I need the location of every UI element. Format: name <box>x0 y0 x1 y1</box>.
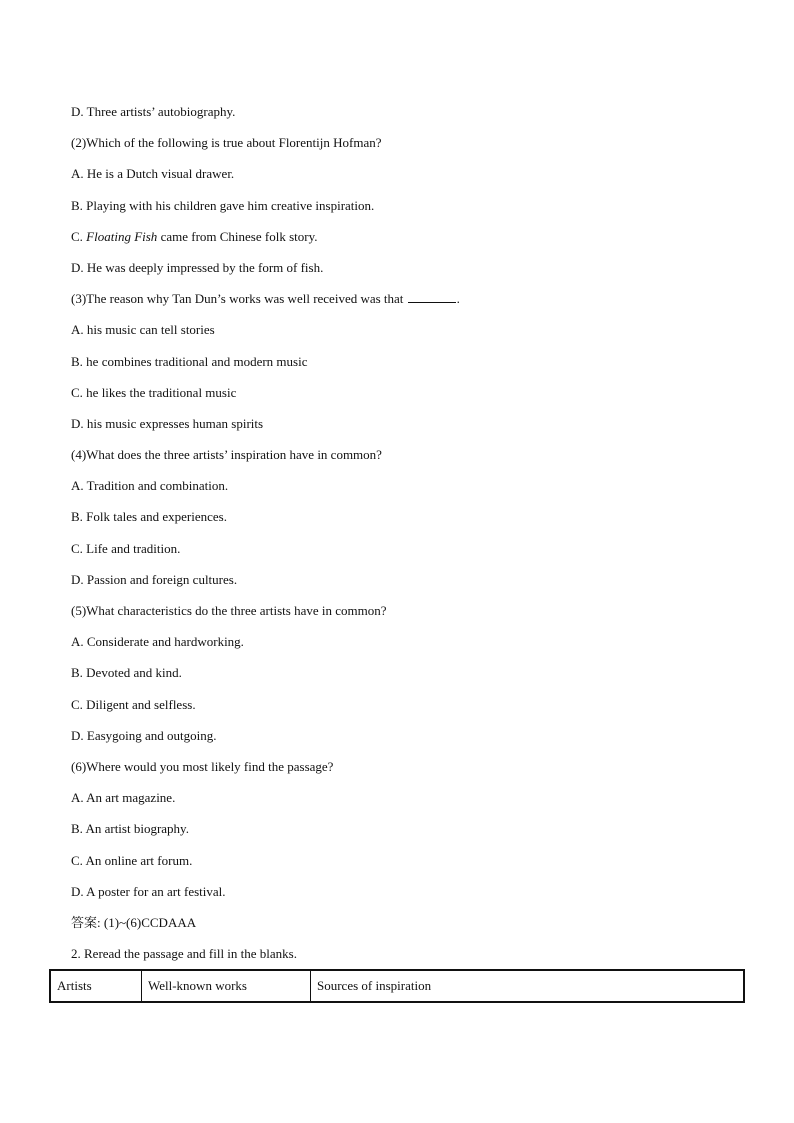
q3-answer-blank <box>408 290 456 303</box>
q6-stem: (6)Where would you most likely find the passage? <box>71 758 334 774</box>
q2-stem: (2)Which of the following is true about Florentijn Hofman? <box>71 135 382 151</box>
answer-key: 答案: (1)~(6)CCDAAA <box>71 914 197 930</box>
q1-option-d: D. Three artists’ autobiography. <box>71 104 236 119</box>
q4-option-d: D. Passion and foreign cultures. <box>71 571 238 587</box>
question-list <box>71 103 751 976</box>
q6-option-d: D. A poster for an art festival. <box>71 883 226 899</box>
header-artists: Artists <box>50 970 142 1002</box>
q3-stem-text: (3)The reason why Tan Dun’s works was well received was that <box>71 291 404 307</box>
q6-option-b: B. An artist biography. <box>71 821 189 837</box>
q4-option-b: B. Folk tales and experiences. <box>71 509 227 525</box>
q4-option-a: A. Tradition and combination. <box>71 478 229 494</box>
task2-instruction: 2. Reread the passage and fill in the blanks. <box>71 946 297 962</box>
q5-option-a: A. Considerate and hardworking. <box>71 634 244 650</box>
q6-option-c: C. An online art forum. <box>71 852 193 868</box>
q3-stem <box>71 290 751 308</box>
fill-in-table <box>49 969 745 1003</box>
q5-option-c: C. Diligent and selfless. <box>71 696 196 712</box>
fill-in-table-wrap <box>49 969 745 1003</box>
q3-stem-end: . <box>456 291 460 307</box>
header-inspiration: Sources of inspiration <box>311 970 745 1002</box>
q4-option-c: C. Life and tradition. <box>71 540 181 556</box>
q5-option-b: B. Devoted and kind. <box>71 665 182 681</box>
q5-option-d: D. Easygoing and outgoing. <box>71 727 217 743</box>
q6-option-a: A. An art magazine. <box>71 790 176 806</box>
q2-option-c-prefix: C. <box>71 228 87 244</box>
q2-option-c <box>71 228 751 246</box>
table-header-row <box>50 970 744 1002</box>
q2-option-b: B. Playing with his children gave him creative inspiration. <box>71 197 375 213</box>
q2-option-c-title: Floating Fish <box>86 228 158 244</box>
q2-option-c-suffix: came from Chinese folk story. <box>157 228 318 244</box>
q3-option-b: B. he combines traditional and modern music <box>71 353 308 369</box>
header-works: Well-known works <box>142 970 311 1002</box>
q2-option-d: D. He was deeply impressed by the form of fish. <box>71 259 324 275</box>
q3-option-c: C. he likes the traditional music <box>71 384 237 400</box>
q3-option-a: A. his music can tell stories <box>71 322 215 338</box>
q3-option-d: D. his music expresses human spirits <box>71 415 264 431</box>
q5-stem: (5)What characteristics do the three artists have in common? <box>71 603 387 618</box>
q4-stem: (4)What does the three artists’ inspiration have in common? <box>71 447 382 463</box>
q2-option-a: A. He is a Dutch visual drawer. <box>71 166 235 182</box>
